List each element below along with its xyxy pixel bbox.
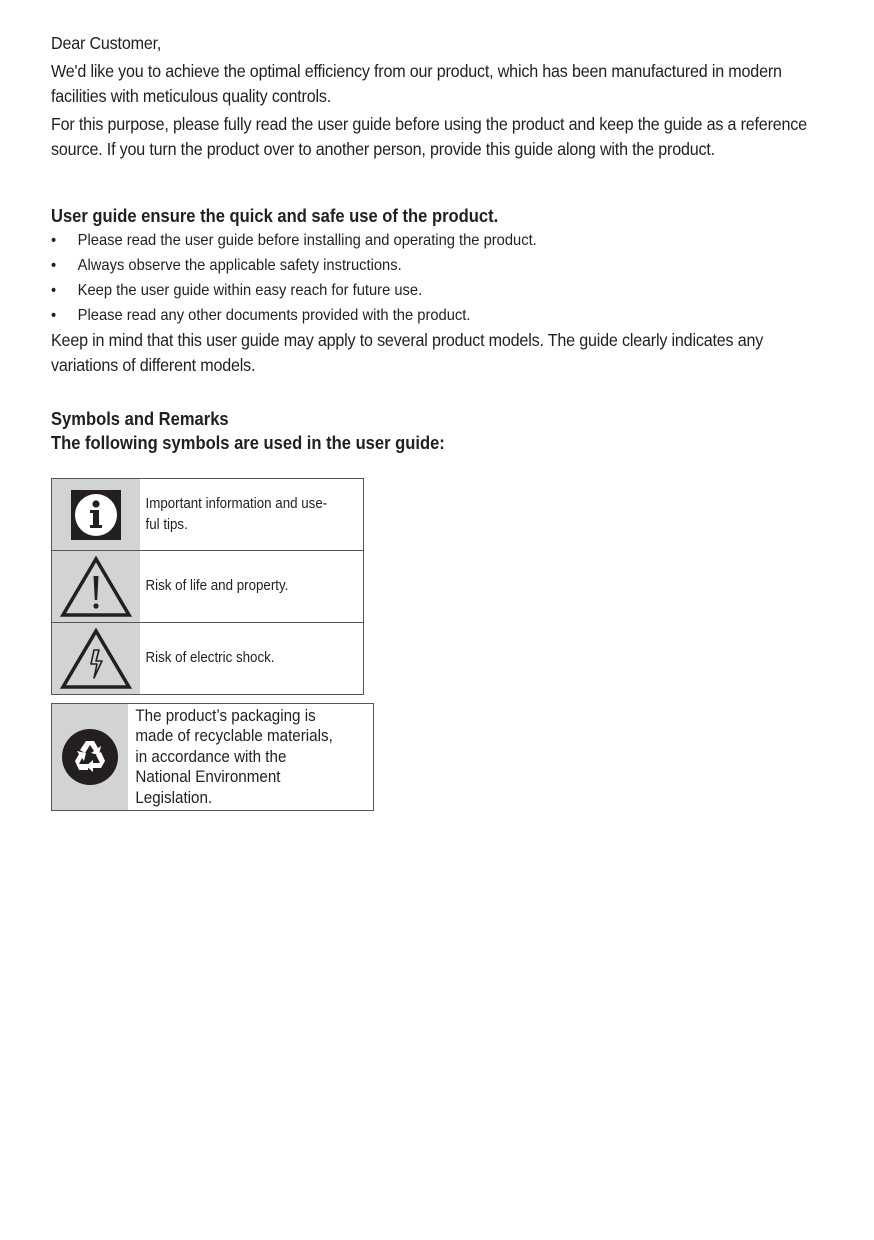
bullet-icon: • — [51, 307, 57, 324]
guide-heading: User guide ensure the quick and safe use of the product. — [51, 206, 499, 226]
list-item: • Always observe the applicable safety instructions. — [51, 253, 853, 278]
symbol-description: Important information and use-ful tips. — [145, 495, 328, 533]
table-row — [52, 551, 363, 623]
greeting: Dear Customer, — [51, 33, 162, 53]
models-note: Keep in mind that this user guide may apply to several product models. The guide clearly indicates any variations of different models. — [51, 330, 764, 375]
info-icon — [52, 479, 140, 550]
intro-paragraph: We'd like you to achieve the optimal efficiency from our product, which has been manufactured in modern facilities with meticulous quality controls. — [51, 61, 782, 106]
list-item: • Please read any other documents provided with the product. — [51, 303, 853, 328]
recycle-icon — [52, 704, 128, 810]
intro-paragraph: For this purpose, please fully read the user guide before using the product and keep the guide as a reference source. If you turn the product over to another person, provide this guide along with the product. — [51, 114, 807, 159]
bullet-icon: • — [51, 257, 57, 274]
recycle-description: The product’s packaging is made of recyclable materials, in accordance with the National Environment Legislation. — [135, 706, 333, 807]
symbols-subheading: The following symbols are used in the user guide: — [51, 433, 445, 453]
symbols-heading: Symbols and Remarks — [51, 409, 229, 429]
document-body — [51, 31, 831, 455]
table-row — [52, 623, 363, 694]
list-item: • Keep the user guide within easy reach for future use. — [51, 278, 853, 303]
bullet-icon: • — [51, 282, 57, 299]
warning-icon — [52, 551, 140, 622]
bullet-icon: • — [51, 232, 57, 249]
symbol-description: Risk of life and property. — [145, 578, 289, 594]
symbols-table — [51, 478, 364, 695]
symbol-description: Risk of electric shock. — [145, 650, 275, 666]
electric-shock-icon — [52, 623, 140, 694]
table-row — [52, 479, 363, 551]
recycle-notice — [51, 703, 374, 811]
list-item: • Please read the user guide before installing and operating the product. — [51, 228, 853, 253]
guide-bullet-list — [51, 228, 831, 328]
